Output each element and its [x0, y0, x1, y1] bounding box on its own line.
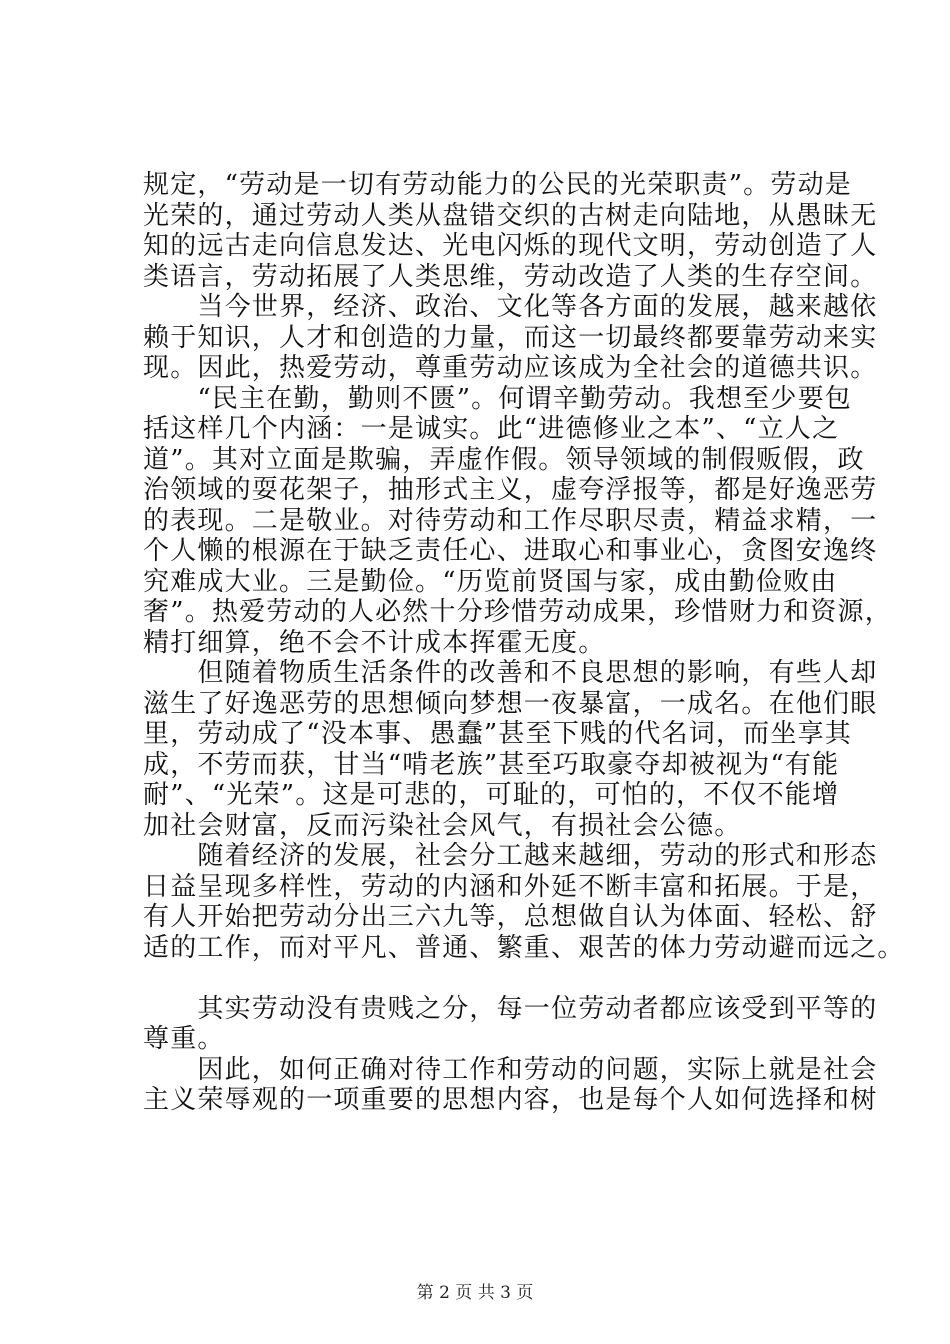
text-line: 类语言，劳动拓展了人类思维，劳动改造了人类的生存空间。 — [143, 261, 878, 292]
text-line: 有人开始把劳动分出三六九等，总想做自认为体面、轻松、舒 — [143, 902, 878, 932]
text-line: “民主在勤，勤则不匮”。何谓辛勤劳动。我想至少要包 — [143, 383, 852, 414]
text-line: 主义荣辱观的一项重要的思想内容，也是每个人如何选择和树 — [143, 1085, 878, 1115]
text-line: 道”。其对立面是欺骗，弄虚作假。领导领域的制假贩假，政 — [143, 444, 865, 475]
text-line: 当今世界，经济、政治、文化等各方面的发展，越来越依 — [143, 292, 878, 322]
page-number-footer: 第 2 页 共 3 页 — [416, 1283, 534, 1303]
text-line: 精打细算，绝不会不计成本挥霍无度。 — [143, 627, 606, 658]
text-line: 成，不劳而获，甘当“啃老族”甚至巧取豪夺却被视为“有能 — [143, 749, 840, 780]
text-line — [143, 963, 843, 993]
text-line: 现。因此，热爱劳动，尊重劳动应该成为全社会的道德共识。 — [143, 353, 878, 383]
text-line: 光荣的，通过劳动人类从盘错交织的古树走向陆地，从愚昧无 — [143, 200, 878, 231]
text-line: 究难成大业。三是勤俭。“历览前贤国与家，成由勤俭败由 — [143, 566, 838, 597]
text-line: 日益呈现多样性，劳动的内涵和外延不断丰富和拓展。于是， — [143, 871, 878, 902]
text-line: 里，劳动成了“没本事、愚蠢”甚至下贱的代名词，而坐享其 — [143, 719, 852, 749]
text-line: 滋生了好逸恶劳的思想倾向梦想一夜暴富，一成名。在他们眼 — [143, 688, 878, 719]
text-line: 知的远古走向信息发达、光电闪烁的现代文明，劳动创造了人 — [143, 231, 878, 261]
text-line: 规定，“劳动是一切有劳动能力的公民的光荣职责”。劳动是 — [143, 170, 852, 200]
text-line: 随着经济的发展，社会分工越来越细，劳动的形式和形态 — [143, 841, 878, 871]
text-line: 奢”。热爱劳动的人必然十分珍惜劳动成果，珍惜财力和资源， — [143, 597, 892, 627]
text-line: 的表现。二是敬业。对待劳动和工作尽职尽责，精益求精，一 — [143, 505, 878, 536]
text-line: 尊重。 — [143, 1024, 225, 1054]
text-line: 个人懒的根源在于缺乏责任心、进取心和事业心，贪图安逸终 — [143, 536, 878, 566]
text-line: 治领域的耍花架子，抽形式主义，虚夸浮报等，都是好逸恶劳 — [143, 475, 878, 505]
text-line: 括这样几个内涵：一是诚实。此“进德修业之本”、“立人之 — [143, 414, 840, 444]
text-line: 适的工作，而对平凡、普通、繁重、艰苦的体力劳动避而远之。 — [143, 932, 905, 963]
text-line: 加社会财富，反而污染社会风气，有损社会公德。 — [143, 810, 742, 841]
text-line: 耐”、“光荣”。这是可悲的，可耻的，可怕的，不仅不能增 — [143, 780, 840, 810]
text-line: 但随着物质生活条件的改善和不良思想的影响，有些人却 — [143, 658, 878, 688]
text-line: 其实劳动没有贵贱之分，每一位劳动者都应该受到平等的 — [143, 993, 878, 1024]
text-line: 因此，如何正确对待工作和劳动的问题，实际上就是社会 — [143, 1054, 878, 1085]
text-line: 赖于知识，人才和创造的力量，而这一切最终都要靠劳动来实 — [143, 322, 878, 353]
